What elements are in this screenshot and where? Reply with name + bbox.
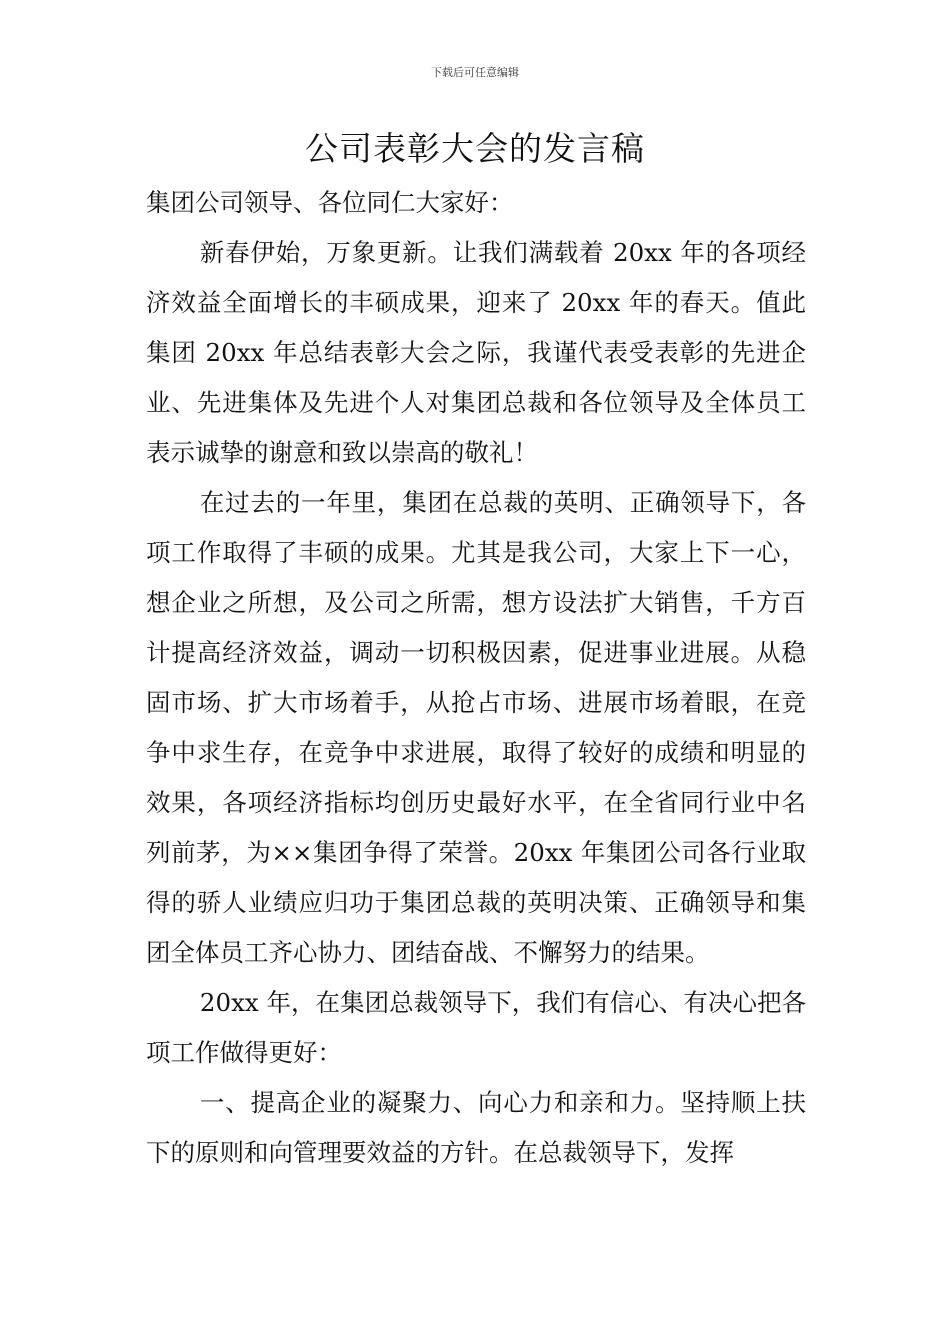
salutation: 集团公司领导、各位同仁大家好：	[146, 188, 514, 217]
paragraph-opening: 新春伊始，万象更新。让我们满载着 20xx 年的各项经济效益全面增长的丰硕成果，迎来了 20xx 年的春天。值此集团 20xx 年总结表彰大会之际，我谨代表受表彰的先进企业、先进集体及先进个人对集团总裁和各位领导及全体员工表示诚挚的谢意和致以崇高的敬礼！	[146, 238, 806, 467]
document-title: 公司表彰大会的发言稿	[305, 129, 645, 168]
header-note: 下载后可任意编辑	[431, 66, 519, 79]
paragraph-review: 在过去的一年里，集团在总裁的英明、正确领导下，各项工作取得了丰硕的成果。尤其是我公司，大家上下一心，想企业之所想，及公司之所需，想方设法扩大销售，千方百计提高经济效益，调动一切积极因素，促进事业进展。从稳固市场、扩大市场着手，从抢占市场、进展市场着眼，在竞争中求生存，在竞争中求进展，取得了较好的成绩和明显的效果，各项经济指标均创历史最好水平，在全省同行业中名列前茅，为××集团争得了荣誉。20xx 年集团公司各行业取得的骄人业绩应归功于集团总裁的英明决策、正确领导和集团全体员工齐心协力、团结奋战、不懈努力的结果。	[146, 488, 806, 967]
document-body	[146, 178, 806, 1178]
paragraph-item-one: 一、提高企业的凝聚力、向心力和亲和力。坚持顺上扶下的原则和向管理要效益的方针。在总裁领导下，发挥	[146, 1088, 806, 1167]
paragraph-outlook: 20xx 年，在集团总裁领导下，我们有信心、有决心把各项工作做得更好：	[146, 988, 806, 1067]
